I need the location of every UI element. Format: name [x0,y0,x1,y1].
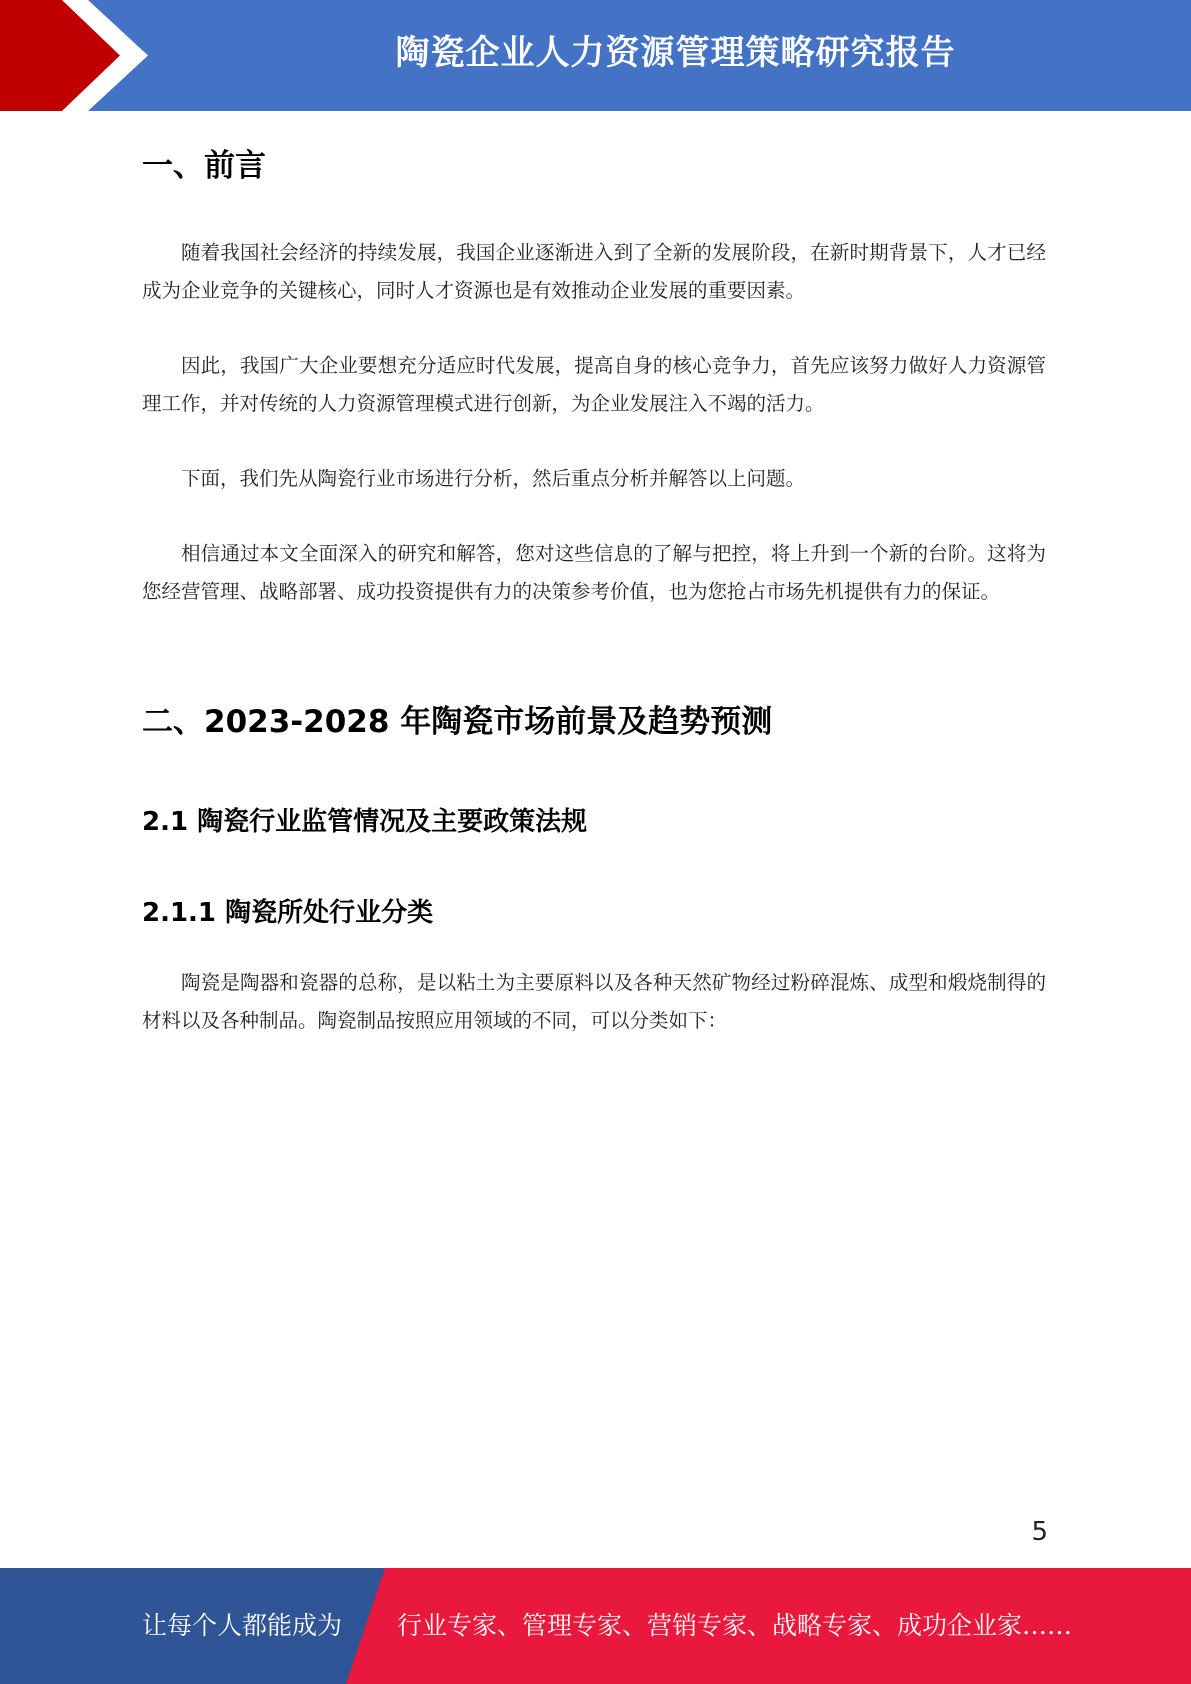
preface-paragraph-3: 下面，我们先从陶瓷行业市场进行分析，然后重点分析并解答以上问题。 [181,467,806,490]
classification-paragraph: 陶瓷是陶器和瓷器的总称，是以粘土为主要原料以及各种天然矿物经过粉碎混炼、成型和煅烧制得的材料以及各种制品。陶瓷制品按照应用领域的不同，可以分类如下： [142,971,1046,1032]
preface-paragraph-2: 因此，我国广大企业要想充分适应时代发展，提高自身的核心竞争力，首先应该努力做好人力资源管理工作，并对传统的人力资源管理模式进行创新，为企业发展注入不竭的活力。 [142,354,1046,415]
page-number: 5 [1031,1517,1048,1547]
section-heading-preface: 一、前言 [142,148,266,184]
subsection-heading-2-1-1: 2.1.1 陶瓷所处行业分类 [142,898,434,928]
header-banner [0,0,1191,111]
footer-banner [0,1568,1191,1684]
section-heading-outlook: 二、2023-2028 年陶瓷市场前景及趋势预测 [142,704,773,740]
preface-paragraph-1: 随着我国社会经济的持续发展，我国企业逐渐进入到了全新的发展阶段，在新时期背景下，人才已经成为企业竞争的关键核心，同时人才资源也是有效推动企业发展的重要因素。 [142,241,1046,302]
subsection-heading-2-1: 2.1 陶瓷行业监管情况及主要政策法规 [142,807,588,837]
footer-slogan: 让每个人都能成为 [142,1611,343,1640]
header-arrow-decoration [0,0,170,111]
footer-roles: 行业专家、管理专家、营销专家、战略专家、成功企业家…… [397,1611,1073,1640]
report-title: 陶瓷企业人力资源管理策略研究报告 [395,33,956,73]
preface-paragraph-4: 相信通过本文全面深入的研究和解答，您对这些信息的了解与把控，将上升到一个新的台阶。这将为您经营管理、战略部署、成功投资提供有力的决策参考价值，也为您抢占市场先机提供有力的保证。 [142,542,1046,603]
